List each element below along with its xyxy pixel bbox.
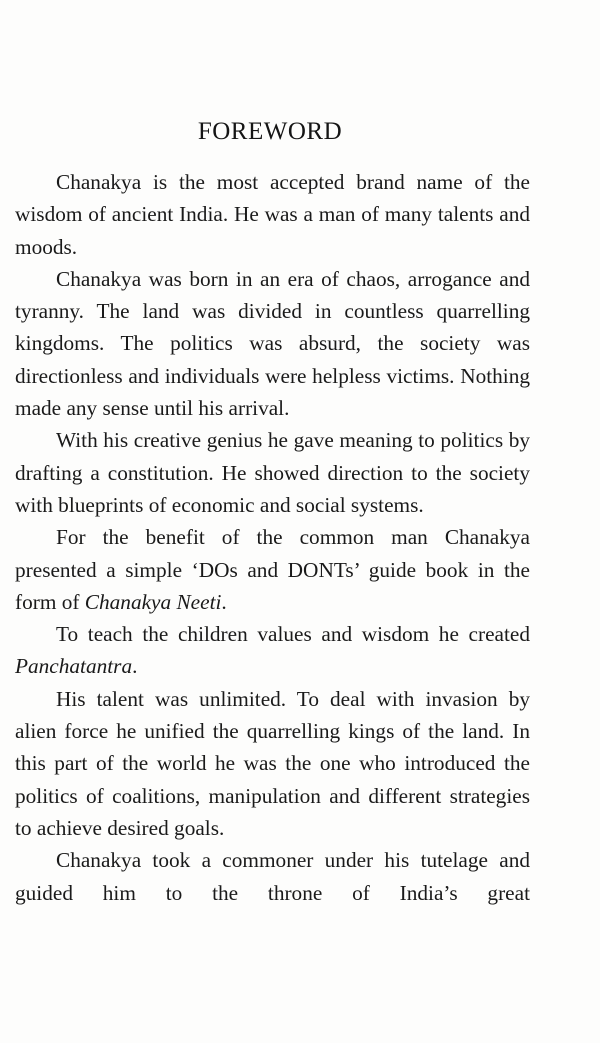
paragraph-5-end: . [132, 654, 138, 679]
page-title: FOREWORD [197, 118, 343, 145]
paragraph-4 [15, 521, 530, 618]
paragraph-4-end: . [221, 589, 227, 614]
paragraph-2: Chanakya was born in an era of chaos, arrogance and tyranny. The land was divided in countless quarrelling kingdoms. The politics was absurd, the society was directionless and individuals were helpless victims. Nothing made any sense until his arrival. [15, 266, 530, 421]
paragraph-3: With his creative genius he gave meaning to politics by drafting a constitution. He showed direction to the society with blueprints of economic and social systems. [15, 428, 530, 517]
paragraph-7: Chanakya took a commoner under his tutelage and guided him to the throne of India’s great [15, 848, 530, 905]
paragraph-5 [15, 618, 530, 683]
paragraph-4-text: For the benefit of the common man Chanakya presented a simple ‘DOs and DONTs’ guide book in the form of [15, 525, 530, 614]
book-title-chanakya-neeti: Chanakya Neeti [84, 589, 222, 614]
book-title-panchatantra: Panchatantra [15, 654, 133, 679]
paragraph-5-text: To teach the children values and wisdom he created [56, 622, 530, 647]
paragraph-6: His talent was unlimited. To deal with invasion by alien force he unified the quarrelling kings of the land. In this part of the world he was the one who introduced the politics of coalitions, manipulation and different strategies to achieve desired goals. [15, 686, 530, 840]
body-text [15, 166, 530, 909]
paragraph-1: Chanakya is the most accepted brand name of the wisdom of ancient India. He was a man of many talents and moods. [15, 170, 530, 259]
